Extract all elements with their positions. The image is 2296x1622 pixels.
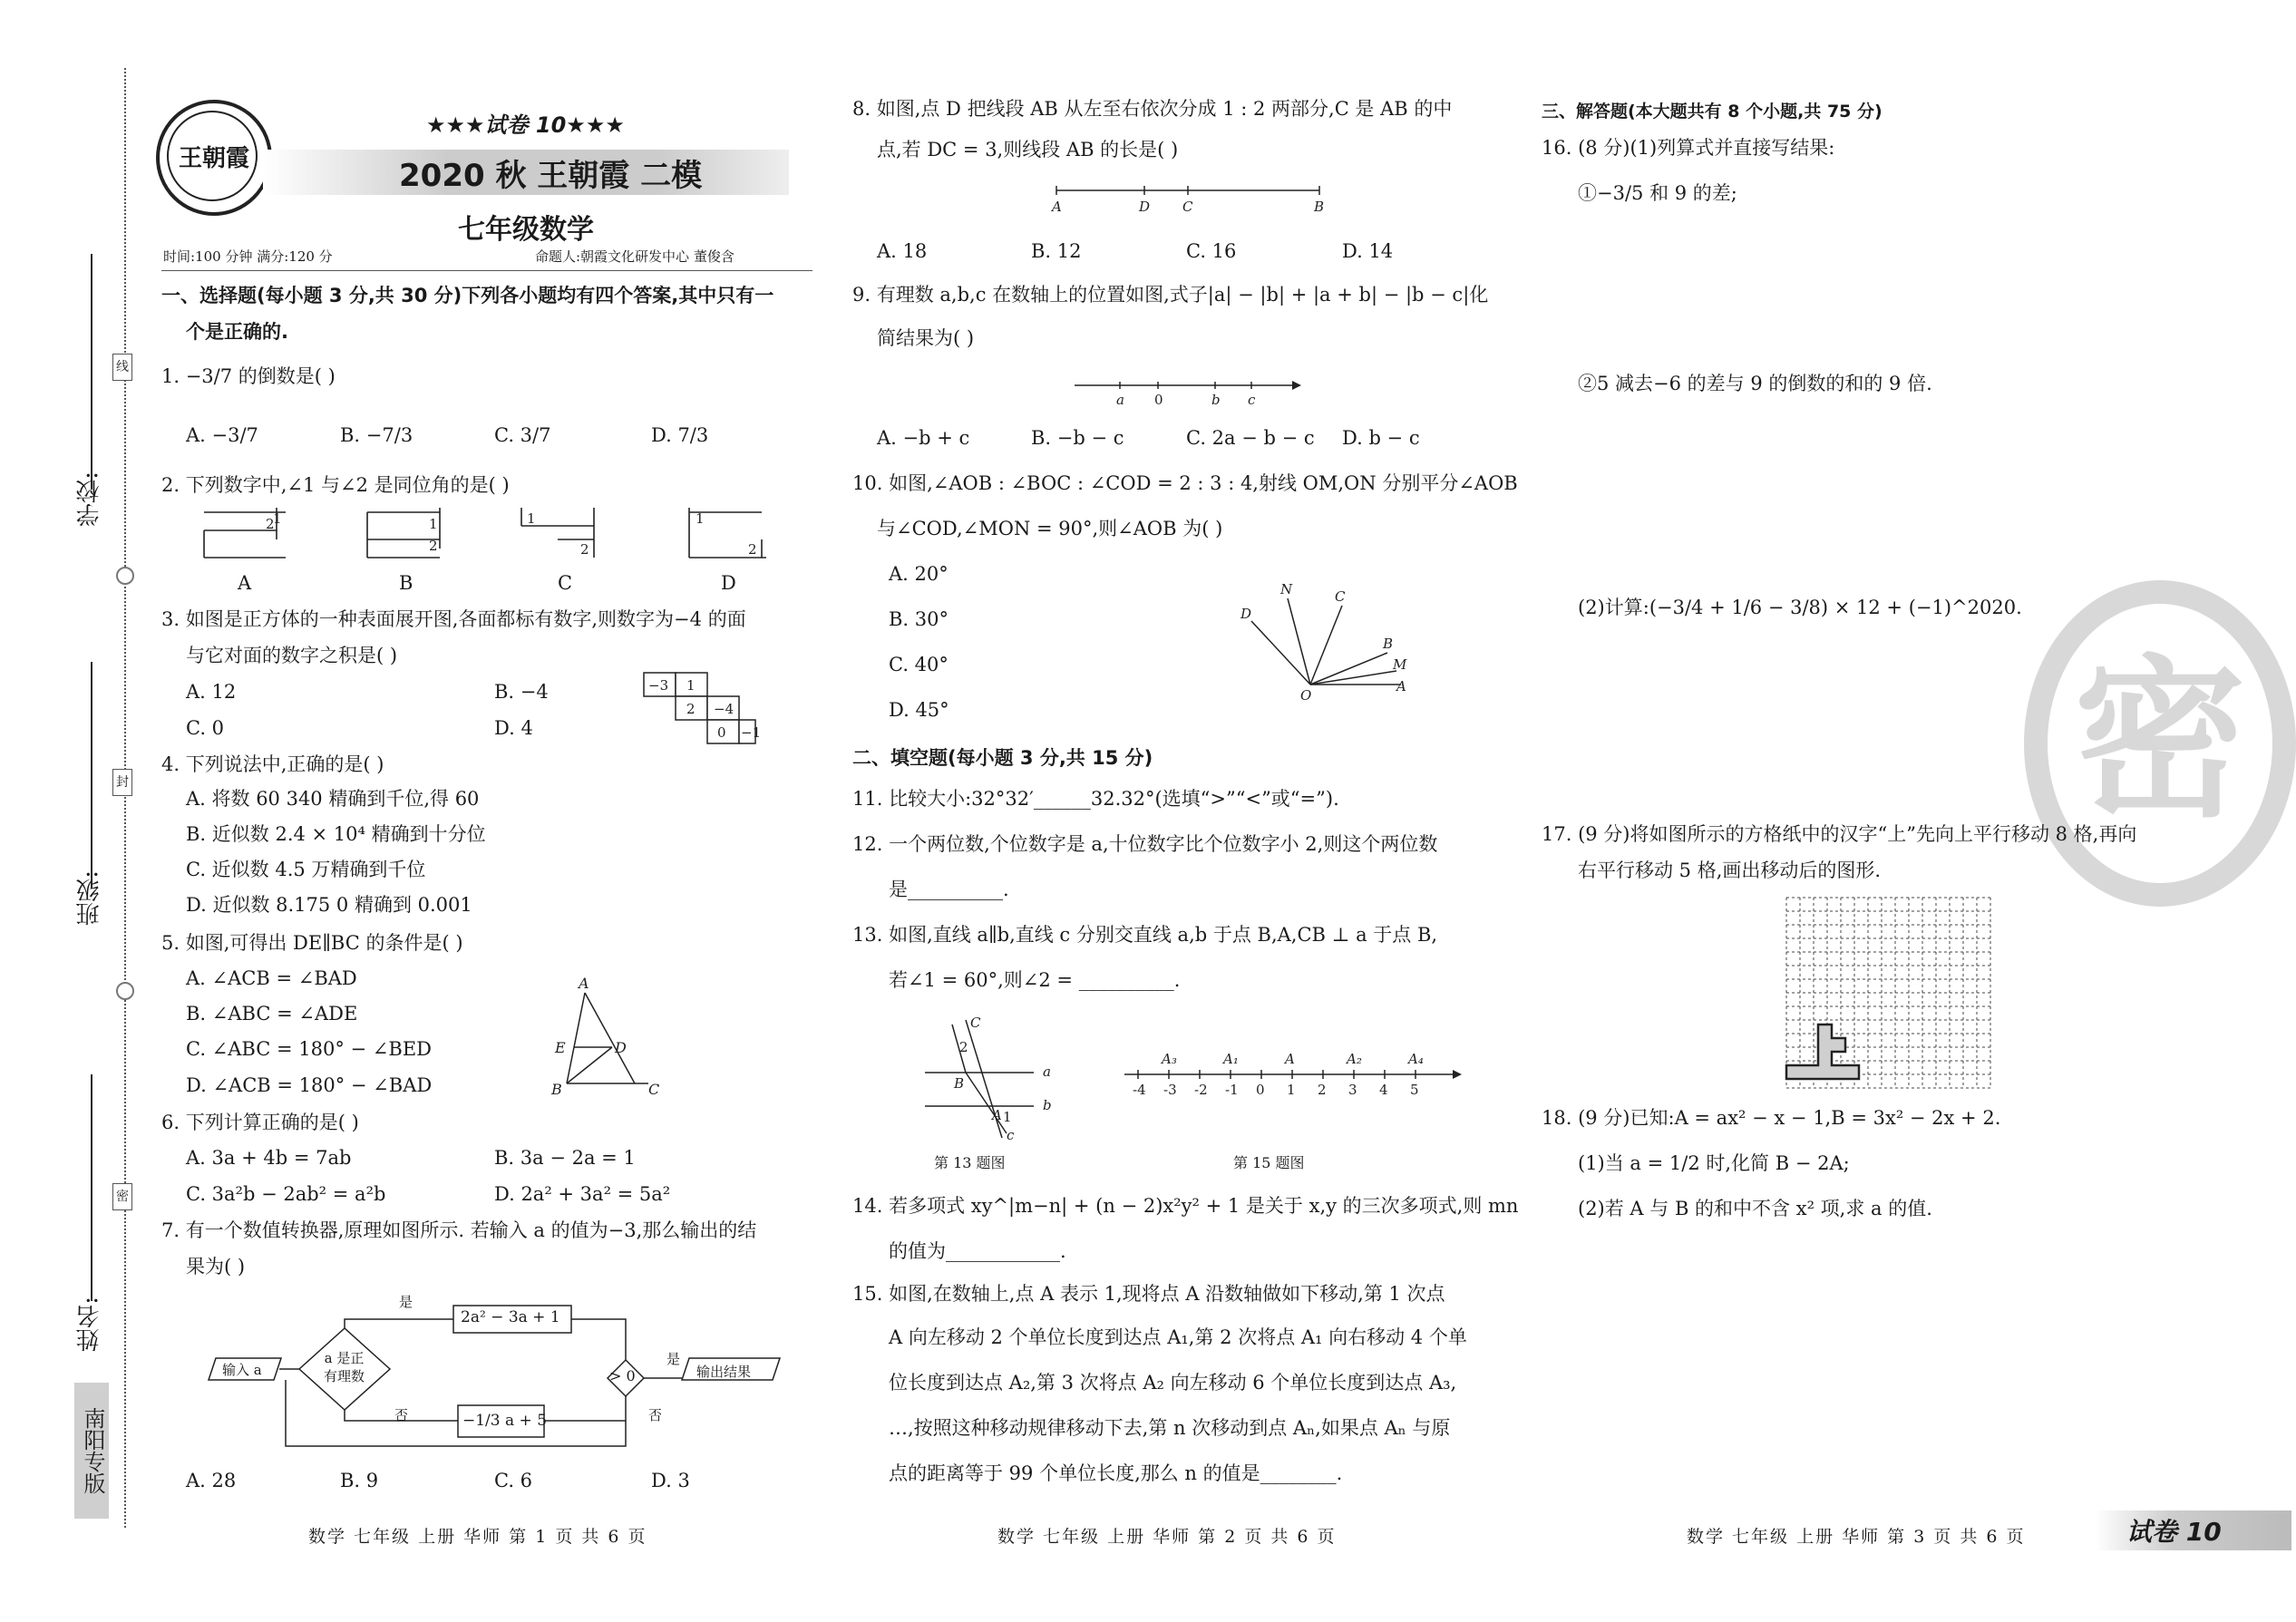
q1-opt-c: C. 3/7 <box>494 424 551 446</box>
q5-stem: 5. 如图,可得出 DE∥BC 的条件是( ) <box>161 932 463 954</box>
hole-2 <box>116 982 134 1000</box>
q10-opt-b: B. 30° <box>889 608 949 630</box>
q8-opt-b: B. 12 <box>1031 240 1082 262</box>
edition-badge: 南阳专版 <box>74 1383 109 1519</box>
q8-segment-figure <box>1043 177 1333 218</box>
school-label: 学校: <box>76 471 103 527</box>
q15-tick-label: -2 <box>1194 1082 1208 1098</box>
q15-tick-label: -1 <box>1225 1082 1239 1098</box>
svg-text:B: B <box>1314 199 1325 215</box>
svg-text:c: c <box>1007 1127 1015 1143</box>
q4-stem: 4. 下列说法中,正确的是( ) <box>161 753 384 775</box>
flow-yes-1: 是 <box>399 1294 413 1310</box>
svg-text:D: D <box>615 1039 627 1056</box>
q15-tick-label: 2 <box>1318 1082 1327 1098</box>
svg-text:b: b <box>1043 1097 1052 1113</box>
svg-text:1: 1 <box>696 510 705 527</box>
q8-stem: 8. 如图,点 D 把线段 AB 从左至右依次分成 1 : 2 两部分,C 是 AB 的中 <box>852 98 1453 120</box>
q7-opt-b: B. 9 <box>340 1470 379 1491</box>
q9-opt-d: D. b − c <box>1342 427 1420 449</box>
svg-text:2: 2 <box>959 1039 968 1055</box>
class-label: 班级: <box>76 870 103 926</box>
svg-text:C: C <box>1182 199 1193 215</box>
flow-no-2: 否 <box>648 1407 663 1423</box>
q10-opt-d: D. 45° <box>889 699 949 721</box>
q9-opt-b: B. −b − c <box>1031 427 1124 449</box>
q9-opt-a: A. −b + c <box>877 427 970 449</box>
secret-watermark: 密 <box>2024 580 2296 907</box>
q9-stem: 9. 有理数 a,b,c 在数轴上的位置如图,式子|a| − |b| + |a + b| − |b − c|化 <box>852 284 1489 306</box>
q15-caption: 第 15 题图 <box>1233 1154 1305 1171</box>
svg-text:b: b <box>1211 392 1221 408</box>
q7-opt-d: D. 3 <box>651 1470 690 1491</box>
svg-text:c: c <box>1248 392 1256 408</box>
q16-part1: ①−3/5 和 9 的差; <box>1578 182 1737 204</box>
q18-stem: 18. (9 分)已知:A = ax² − x − 1,B = 3x² − 2x + 2. <box>1542 1107 2001 1129</box>
q10-opt-a: A. 20° <box>889 563 949 585</box>
q13-caption: 第 13 题图 <box>934 1154 1006 1171</box>
flow-input: 输入 a <box>222 1362 262 1378</box>
q3-opt-c: C. 0 <box>186 717 225 739</box>
q10-opt-c: C. 40° <box>889 654 949 675</box>
binding-dotted-line <box>124 68 126 1528</box>
name-label: 姓名: <box>76 1297 103 1352</box>
q14-stem: 14. 若多项式 xy^|m−n| + (n − 2)x²y² + 1 是关于 x,y 的三次多项式,则 mn <box>852 1195 1519 1217</box>
q15-point-label: A₃ <box>1162 1051 1177 1067</box>
q7-stem-cont: 果为( ) <box>186 1256 246 1277</box>
svg-text:2: 2 <box>686 701 696 717</box>
q6-stem: 6. 下列计算正确的是( ) <box>161 1112 359 1133</box>
svg-text:E: E <box>555 1039 566 1056</box>
header-rule <box>161 270 812 271</box>
flow-output: 输出结果 <box>696 1364 752 1380</box>
q13-stem: 13. 如图,直线 a∥b,直线 c 分别交直线 a,b 于点 B,A,CB ⊥ a 于点 B, <box>852 924 1438 946</box>
q9-number-line <box>1070 372 1306 408</box>
svg-text:C: C <box>970 1015 981 1031</box>
q9-stem-cont: 简结果为( ) <box>877 327 975 349</box>
class-line <box>91 662 92 889</box>
svg-text:a: a <box>1116 392 1124 408</box>
q17-stem-cont: 右平行移动 5 格,画出移动后的图形. <box>1578 860 1882 881</box>
q3-stem: 3. 如图是正方体的一种表面展开图,各面都标有数字,则数字为−4 的面 <box>161 608 746 630</box>
hole-1 <box>116 567 134 585</box>
exam-author: 命题人:朝霞文化研发中心 董俊含 <box>535 248 735 265</box>
q2-angle-figures <box>195 503 793 562</box>
q18-part2: (2)若 A 与 B 的和中不含 x² 项,求 a 的值. <box>1578 1198 1932 1219</box>
q6-opt-a: A. 3a + 4b = 7ab <box>186 1147 352 1169</box>
svg-text:C: C <box>648 1081 660 1098</box>
q3-cube-net <box>639 671 762 753</box>
q5-opt-d: D. ∠ACB = 180° − ∠BAD <box>186 1074 433 1096</box>
q7-opt-c: C. 6 <box>494 1470 533 1491</box>
q3-opt-d: D. 4 <box>494 717 533 739</box>
svg-text:N: N <box>1280 581 1293 597</box>
q2-label-d: D <box>721 572 736 594</box>
logo-seal <box>156 100 272 216</box>
q5-opt-b: B. ∠ABC = ∠ADE <box>186 1003 358 1025</box>
q5-triangle-figure <box>544 975 671 1102</box>
q2-label-a: A <box>238 572 252 594</box>
svg-text:0: 0 <box>1154 392 1163 408</box>
name-line <box>91 1074 92 1301</box>
flow-formula-1: 2a² − 3a + 1 <box>461 1308 560 1326</box>
q3-opt-b: B. −4 <box>494 681 549 703</box>
q2-label-c: C <box>558 572 573 594</box>
seal-mark-secret: 密 <box>112 1183 132 1210</box>
q17-stem: 17. (9 分)将如图所示的方格纸中的汉字“上”先向上平行移动 8 格,再向 <box>1542 823 2137 845</box>
q1-opt-d: D. 7/3 <box>651 424 709 446</box>
svg-text:1: 1 <box>527 510 536 527</box>
svg-text:−1: −1 <box>741 724 762 741</box>
q6-opt-b: B. 3a − 2a = 1 <box>494 1147 636 1169</box>
section2-heading: 二、填空题(每小题 3 分,共 15 分) <box>852 747 1153 769</box>
q15-tick-label: 4 <box>1379 1082 1388 1098</box>
flow-yes-2: 是 <box>666 1351 681 1367</box>
q12-stem-cont: 是__________. <box>889 879 1009 900</box>
section1-heading-cont: 个是正确的. <box>186 321 288 343</box>
q4-opt-b: B. 近似数 2.4 × 10⁴ 精确到十分位 <box>186 823 486 845</box>
svg-text:a: a <box>1043 1064 1051 1080</box>
series-title: ★★★试卷 10★★★ <box>426 112 625 138</box>
svg-text:C: C <box>1335 588 1346 605</box>
seal-mark-seal: 封 <box>112 769 132 796</box>
svg-text:A: A <box>1052 199 1062 215</box>
section1-heading: 一、选择题(每小题 3 分,共 30 分)下列各小题均有四个答案,其中只有一 <box>161 285 774 306</box>
q15-tick-label: -3 <box>1163 1082 1177 1098</box>
footer-page-1: 数学 七年级 上册 华师 第 1 页 共 6 页 <box>308 1527 647 1547</box>
q1-stem: 1. −3/7 的倒数是( ) <box>161 365 336 387</box>
q10-stem: 10. 如图,∠AOB : ∠BOC : ∠COD = 2 : 3 : 4,射线 OM,ON 分别平分∠AOB <box>852 472 1518 494</box>
svg-text:D: D <box>1240 606 1252 622</box>
q4-opt-a: A. 将数 60 340 精确到千位,得 60 <box>186 788 480 810</box>
q5-opt-a: A. ∠ACB = ∠BAD <box>186 967 357 989</box>
footer-page-3: 数学 七年级 上册 华师 第 3 页 共 6 页 <box>1687 1527 2026 1547</box>
svg-text:1: 1 <box>686 677 696 694</box>
svg-text:2: 2 <box>580 541 589 558</box>
svg-text:D: D <box>1139 199 1151 215</box>
q16-part3: (2)计算:(−3/4 + 1/6 − 3/8) × 12 + (−1)^2020. <box>1578 597 2022 618</box>
svg-text:B: B <box>954 1075 965 1092</box>
q7-stem: 7. 有一个数值转换器,原理如图所示. 若输入 a 的值为−3,那么输出的结 <box>161 1219 757 1241</box>
q11-stem: 11. 比较大小:32°32′______32.32°(选填“>”“<”或“=”). <box>852 788 1339 810</box>
q5-opt-c: C. ∠ABC = 180° − ∠BED <box>186 1038 432 1060</box>
q9-opt-c: C. 2a − b − c <box>1186 427 1315 449</box>
q8-stem-cont: 点,若 DC = 3,则线段 AB 的长是( ) <box>877 139 1179 160</box>
q6-opt-c: C. 3a²b − 2ab² = a²b <box>186 1183 386 1205</box>
flow-no-1: 否 <box>394 1407 409 1423</box>
q15-stem-2: A 向左移动 2 个单位长度到达点 A₁,第 2 次将点 A₁ 向右移动 4 个单 <box>889 1326 1467 1348</box>
q6-opt-d: D. 2a² + 3a² = 5a² <box>494 1183 671 1205</box>
q10-rays-figure <box>1233 580 1415 707</box>
subject-title: 七年级数学 <box>458 214 594 246</box>
svg-text:0: 0 <box>717 724 726 741</box>
svg-text:−3: −3 <box>648 677 669 694</box>
q15-tick-label: 1 <box>1287 1082 1296 1098</box>
svg-text:B: B <box>551 1081 562 1098</box>
svg-text:B: B <box>1383 636 1394 652</box>
svg-text:1: 1 <box>429 516 438 532</box>
exam-main-title: 2020 秋 王朝霞 二模 <box>399 158 703 194</box>
section3-heading: 三、解答题(本大题共有 8 个小题,共 75 分) <box>1542 102 1883 121</box>
q3-stem-cont: 与它对面的数字之积是( ) <box>186 645 398 666</box>
flow-condition: > 0 <box>609 1367 636 1384</box>
q15-point-label: A₁ <box>1223 1051 1239 1067</box>
q13-stem-cont: 若∠1 = 60°,则∠2 = __________. <box>889 969 1181 991</box>
svg-text:2: 2 <box>266 516 275 532</box>
q13-parallel-lines-figure <box>916 1011 1079 1147</box>
q8-opt-c: C. 16 <box>1186 240 1237 262</box>
q15-stem-3: 位长度到达点 A₂,第 3 次将点 A₂ 向左移动 6 个单位长度到达点 A₃, <box>889 1372 1457 1394</box>
q4-opt-d: D. 近似数 8.175 0 精确到 0.001 <box>186 894 472 916</box>
q10-stem-cont: 与∠COD,∠MON = 90°,则∠AOB 为( ) <box>877 518 1223 539</box>
q12-stem: 12. 一个两位数,个位数字是 a,十位数字比个位数字小 2,则这个两位数 <box>852 833 1438 855</box>
svg-text:−4: −4 <box>714 701 735 717</box>
logo-text: 王朝霞 <box>178 145 249 172</box>
footer-page-2: 数学 七年级 上册 华师 第 2 页 共 6 页 <box>997 1527 1337 1547</box>
q15-point-label: A <box>1285 1051 1295 1067</box>
q15-tick-label: 0 <box>1256 1082 1265 1098</box>
q3-opt-a: A. 12 <box>186 681 237 703</box>
q15-stem: 15. 如图,在数轴上,点 A 表示 1,现将点 A 沿数轴做如下移动,第 1 次点 <box>852 1283 1445 1305</box>
q4-opt-c: C. 近似数 4.5 万精确到千位 <box>186 859 426 880</box>
q15-number-line <box>1120 1047 1464 1102</box>
svg-text:1: 1 <box>1003 1109 1012 1125</box>
svg-text:A: A <box>992 1107 1002 1123</box>
q15-point-label: A₂ <box>1347 1051 1362 1067</box>
q8-opt-d: D. 14 <box>1342 240 1394 262</box>
q16-part2: ②5 减去−6 的差与 9 的倒数的和的 9 倍. <box>1578 373 1932 394</box>
q15-stem-5: 点的距离等于 99 个单位长度,那么 n 的值是________. <box>889 1462 1343 1484</box>
svg-text:A: A <box>1396 678 1406 694</box>
svg-text:M: M <box>1393 656 1407 673</box>
svg-text:2: 2 <box>429 538 438 554</box>
q16-stem: 16. (8 分)(1)列算式并直接写结果: <box>1542 137 1835 159</box>
q15-stem-4: …,按照这种移动规律移动下去,第 n 次移动到点 Aₙ,如果点 Aₙ 与原 <box>889 1417 1451 1439</box>
svg-text:A: A <box>579 975 589 992</box>
q1-opt-a: A. −3/7 <box>186 424 258 446</box>
q15-tick-label: 3 <box>1348 1082 1357 1098</box>
svg-text:1: 1 <box>273 510 282 527</box>
q18-part1: (1)当 a = 1/2 时,化简 B − 2A; <box>1578 1152 1850 1174</box>
seal-mark-line: 线 <box>112 354 132 381</box>
q15-tick-label: -4 <box>1133 1082 1146 1098</box>
exam-time-score: 时间:100 分钟 满分:120 分 <box>163 248 333 265</box>
q2-label-b: B <box>399 572 413 594</box>
q2-stem: 2. 下列数字中,∠1 与∠2 是同位角的是( ) <box>161 474 510 496</box>
svg-text:O: O <box>1300 687 1312 704</box>
q8-opt-a: A. 18 <box>877 240 928 262</box>
q15-point-label: A₄ <box>1408 1051 1424 1067</box>
q7-opt-a: A. 28 <box>186 1470 237 1491</box>
svg-text:2: 2 <box>748 541 757 558</box>
q14-stem-cont: 的值为____________. <box>889 1240 1066 1262</box>
q17-grid-figure <box>1782 893 1990 1093</box>
q1-opt-b: B. −7/3 <box>340 424 413 446</box>
q15-tick-label: 5 <box>1410 1082 1419 1098</box>
flow-formula-2: −1/3 a + 5 <box>462 1412 548 1430</box>
footer-tag: 试卷 10 <box>2126 1517 2222 1547</box>
flow-decision: a 是正有理数 <box>323 1350 365 1384</box>
